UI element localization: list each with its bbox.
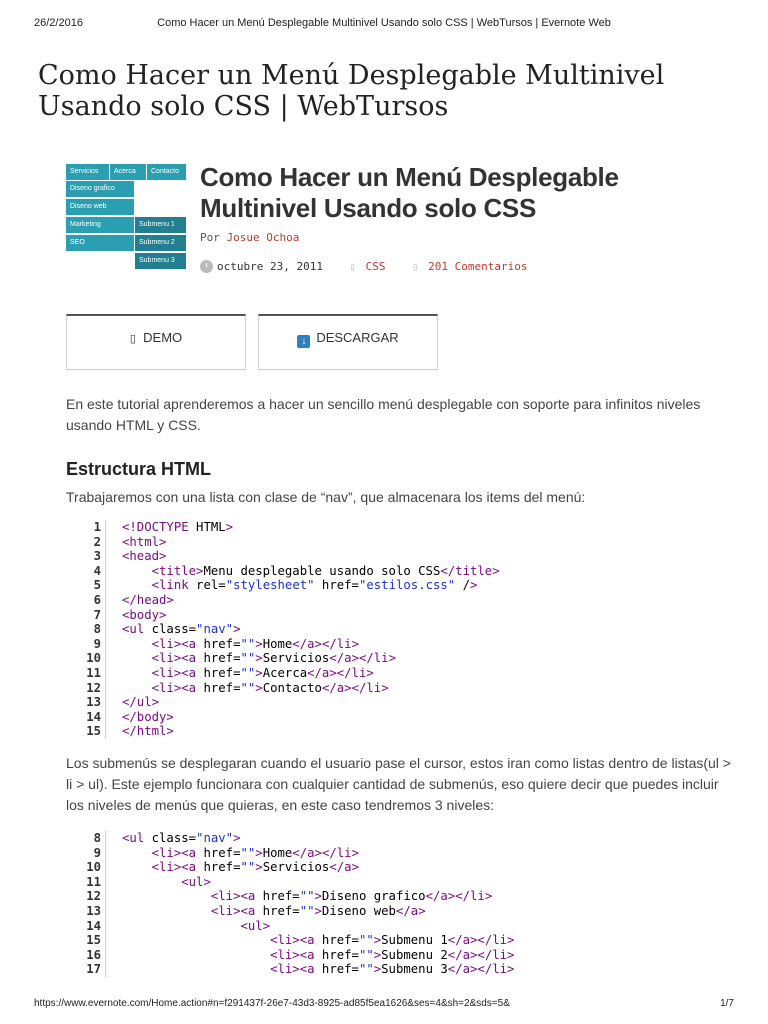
post-meta [200, 259, 528, 275]
code-line: <li><a href="">Servicios</a> [151, 860, 359, 875]
line-number: 8 [93, 831, 101, 845]
code-line: <title>Menu desplegable usando solo CSS</title> [151, 563, 500, 578]
clock-icon [200, 260, 213, 273]
line-number: 10 [86, 860, 101, 875]
line-number: 2 [93, 534, 101, 549]
thumb-item: Submenu 2 [135, 235, 186, 251]
code-line: <li><a href="">Home</a></li> [151, 845, 359, 860]
download-button[interactable] [258, 314, 438, 370]
code-line: <li><a href="">Acerca</a></li> [151, 665, 374, 680]
line-numbers [66, 831, 106, 977]
code-line: </body> [122, 709, 174, 724]
code-line: <li><a href="">Servicios</a></li> [151, 651, 396, 666]
folder-icon: ▯ [349, 262, 356, 273]
line-number: 8 [93, 622, 101, 637]
print-header [34, 17, 734, 31]
submenus-paragraph: Los submenús se desplegaran cuando el usuario pase el cursor, estos iran como listas dentro de listas(ul > li > ul). Este ejemplo funcionara con cualquier cantidad de submenús, eso quiere decir que puedes incluir los niveles de menús que quieras, en este caso tendremos 3 niveles: [66, 755, 731, 813]
code-line: </ul> [122, 695, 160, 710]
code-line: <li><a href="">Diseno grafico</a></li> [210, 889, 493, 904]
thumb-item: SEO [66, 235, 134, 251]
line-number: 10 [86, 651, 101, 666]
author-link[interactable]: Josue Ochoa [226, 231, 300, 244]
line-number: 9 [93, 845, 101, 860]
line-number: 11 [86, 874, 101, 889]
thumb-item: Marketing [66, 217, 134, 233]
line-number: 11 [86, 665, 101, 680]
line-number: 12 [86, 680, 101, 695]
thumb-item: Diseno web [66, 199, 134, 215]
code-line: <head> [122, 549, 167, 564]
code-line: <ul class="nav"> [122, 622, 241, 637]
code-line: <li><a href="">Submenu 3</a></li> [270, 962, 515, 977]
intro-paragraph: En este tutorial aprenderemos a hacer un sencillo menú desplegable con soporte para infinitos niveles usando HTML y CSS. [66, 396, 701, 433]
print-url: https://www.evernote.com/Home.action#n=f291437f-26e7-43d3-8925-ad85f5ea1626&ses=4&sh=2&sds=5& [34, 998, 510, 1009]
code-line: <ul class="nav"> [122, 831, 241, 845]
line-number: 3 [93, 549, 101, 564]
code-lines [122, 520, 500, 739]
code-line: </html> [122, 724, 174, 739]
section-heading: Estructura HTML [66, 459, 212, 479]
line-number: 9 [93, 636, 101, 651]
thumb-item: Acerca [110, 164, 146, 180]
line-number: 16 [86, 947, 101, 962]
code-block-html [66, 520, 726, 740]
download-icon: ↓ [297, 335, 310, 348]
code-line: </head> [122, 592, 174, 607]
line-number: 13 [86, 903, 101, 918]
print-date: 26/2/2016 [34, 17, 83, 29]
thumb-item: Submenu 1 [135, 217, 186, 233]
category-link[interactable]: CSS [365, 260, 386, 273]
download-label: DESCARGAR [316, 330, 399, 345]
code-line: <li><a href="">Home</a></li> [151, 636, 359, 651]
note-title: Como Hacer un Menú Desplegable Multinivel Usando solo CSS | WebTursos [38, 60, 665, 122]
code-line: <li><a href="">Diseno web</a> [210, 903, 426, 918]
code-line: <ul> [181, 874, 211, 889]
demo-label: DEMO [143, 330, 183, 345]
line-number: 6 [93, 592, 101, 607]
line-number: 14 [86, 709, 101, 724]
line-number: 15 [86, 724, 101, 739]
line-number: 4 [93, 563, 101, 578]
line-number: 14 [86, 918, 101, 933]
thumb-item: Submenu 3 [135, 253, 186, 269]
page-number: 1/7 [720, 998, 734, 1009]
line-number: 12 [86, 889, 101, 904]
code-line: <html> [122, 534, 167, 549]
thumb-item: Servicios [66, 164, 109, 180]
post-date: octubre 23, 2011 [217, 260, 323, 273]
code-line: <li><a href="">Submenu 1</a></li> [270, 933, 515, 948]
code-block-submenus [66, 831, 726, 981]
code-lines [122, 831, 514, 977]
code-line: <ul> [240, 918, 271, 933]
line-numbers [66, 520, 106, 739]
code-line: <li><a href="">Submenu 2</a></li> [270, 947, 515, 962]
thumb-item: Diseno grafico [66, 181, 134, 197]
comments-link[interactable]: 201 Comentarios [428, 260, 528, 273]
post-title: Como Hacer un Menú Desplegable Multinivel Usando solo CSS [200, 162, 619, 223]
code-line: <li><a href="">Contacto</a></li> [151, 680, 389, 695]
demo-button[interactable] [66, 314, 246, 370]
code-line: <body> [122, 607, 167, 622]
line-number: 7 [93, 607, 101, 622]
menu-thumbnail-image [66, 164, 186, 270]
line-number: 13 [86, 695, 101, 710]
demo-icon: ▯ [129, 333, 136, 345]
line-number: 15 [86, 933, 101, 948]
comment-icon: ▯ [412, 262, 419, 273]
code-line: <!DOCTYPE HTML> [122, 520, 234, 534]
code-line: <link rel="stylesheet" href="estilos.css" /> [151, 578, 478, 593]
list-paragraph: Trabajaremos con una lista con clase de “nav”, que almacenara los items del menú: [66, 489, 586, 505]
print-footer [34, 998, 734, 1012]
post-byline [200, 231, 299, 244]
print-title: Como Hacer un Menú Desplegable Multinivel Usando solo CSS | WebTursos | Evernote Web [157, 17, 611, 29]
line-number: 17 [86, 962, 101, 977]
line-number: 1 [93, 520, 101, 534]
by-label: Por [200, 231, 220, 244]
line-number: 5 [93, 578, 101, 593]
thumb-item: Contacto [147, 164, 186, 180]
